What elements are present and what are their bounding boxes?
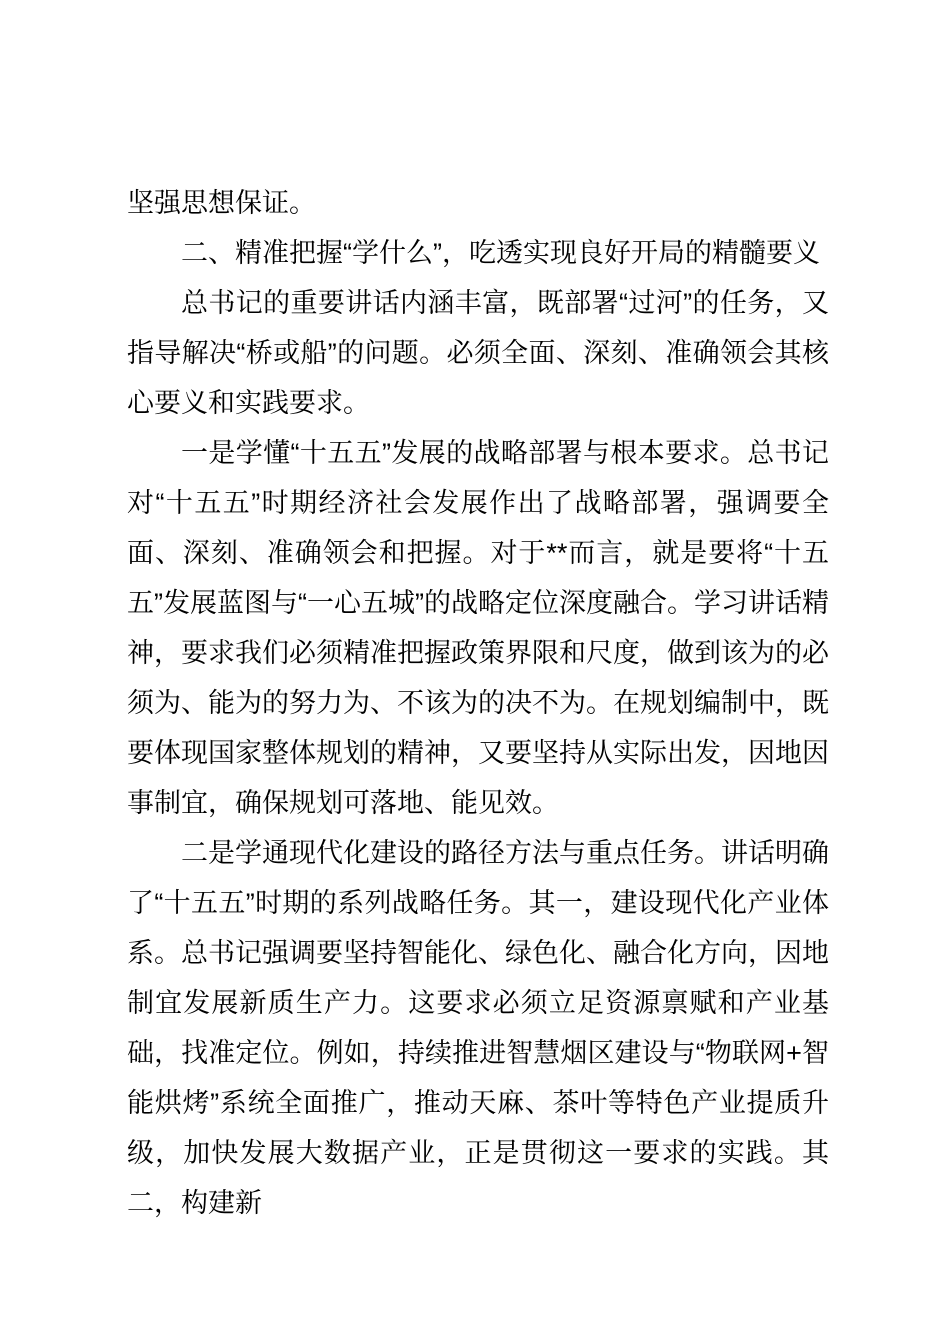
paragraph-overview: 总书记的重要讲话内涵丰富，既部署“过河”的任务，又指导解决“桥或船”的问题。必须全面、深刻、准确领会其核心要义和实践要求。 [127, 288, 829, 418]
paragraph-point-one: 一是学懂“十五五”发展的战略部署与根本要求。总书记对“十五五”时期经济社会发展作出了战略部署，强调要全面、深刻、准确领会和把握。对于**而言，就是要将“十五五”发展蓝图与“一心五城”的战略定位深度融合。学习讲话精神，要求我们必须精准把握政策界限和尺度，做到该为的必须为、能为的努力为、不该为的决不为。在规划编制中，既要体现国家整体规划的精神，又要坚持从实际出发，因地因事制宜，确保规划可落地、能见效。 [127, 438, 829, 818]
section-heading: 二、精准把握“学什么”，吃透实现良好开局的精髓要义 [181, 238, 820, 268]
paragraph-point-two: 二是学通现代化建设的路径方法与重点任务。讲话明确了“十五五”时期的系列战略任务。其一，建设现代化产业体系。总书记强调要坚持智能化、绿色化、融合化方向，因地制宜发展新质生产力。这要求必须立足资源禀赋和产业基础，找准定位。例如，持续推进智慧烟区建设与“物联网+智能烘烤”系统全面推广，推动天麻、茶叶等特色产业提质升级，加快发展大数据产业，正是贯彻这一要求的实践。其二，构建新 [127, 838, 829, 1218]
document-text-column [127, 178, 829, 1228]
paragraph-continuation: 坚强思想保证。 [127, 188, 316, 218]
